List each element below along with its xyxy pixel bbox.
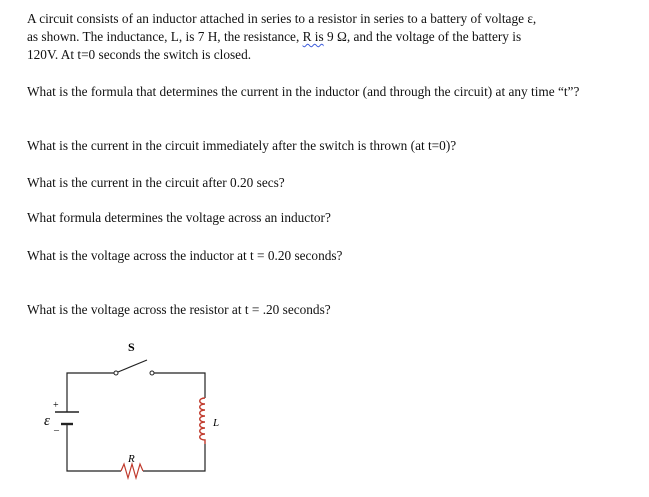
battery-minus-label: –: [54, 425, 59, 436]
inductor-coil: [200, 398, 205, 444]
wire-bottom-right: [143, 444, 205, 471]
question-inductor-voltage-formula: What formula determines the voltage across an inductor?: [27, 210, 331, 225]
switch-lever: [118, 360, 147, 372]
switch-contact-right: [150, 371, 154, 375]
intro-line-2a: as shown. The inductance, L, is 7 H, the resistance,: [27, 29, 303, 44]
wire-top-right: [154, 373, 205, 398]
question-current-formula: What is the formula that determines the current in the inductor (and through the circuit) at any time “t”?: [27, 84, 580, 99]
switch-label: S: [128, 340, 135, 354]
question-current-at-zero: What is the current in the circuit immediately after the switch is thrown (at t=0)?: [27, 138, 457, 153]
problem-intro: [27, 10, 637, 64]
problem-document: [27, 10, 637, 317]
battery: [44, 400, 79, 436]
question-current-at-020: What is the current in the circuit after 0.20 secs?: [27, 175, 285, 190]
intro-line-1: A circuit consists of an inductor attached in series to a resistor in series to a battery of voltage ε,: [27, 11, 537, 26]
circuit-wires: [67, 373, 205, 471]
switch-contact-left: [114, 371, 118, 375]
emf-label: ε: [44, 413, 50, 429]
question-inductor-voltage-at-020: What is the voltage across the inductor at t = 0.20 seconds?: [27, 248, 343, 263]
inductor: [200, 398, 219, 444]
intro-line-3: 120V. At t=0 seconds the switch is closed.: [27, 47, 252, 62]
intro-resistance-symbol: R is: [302, 29, 324, 44]
circuit-diagram: [44, 336, 250, 491]
wire-bottom-left: [67, 426, 121, 471]
resistor-label: R: [128, 453, 135, 465]
resistor: [121, 453, 143, 478]
switch: [114, 340, 154, 375]
resistor-zigzag: [121, 464, 143, 478]
intro-line-2b: 9 Ω, and the voltage of the battery is: [323, 29, 522, 44]
battery-plus-label: +: [53, 400, 59, 411]
inductor-label: L: [213, 417, 220, 429]
wire-top-left: [67, 373, 114, 378]
question-resistor-voltage-at-020: What is the voltage across the resistor at t = .20 seconds?: [27, 302, 331, 317]
